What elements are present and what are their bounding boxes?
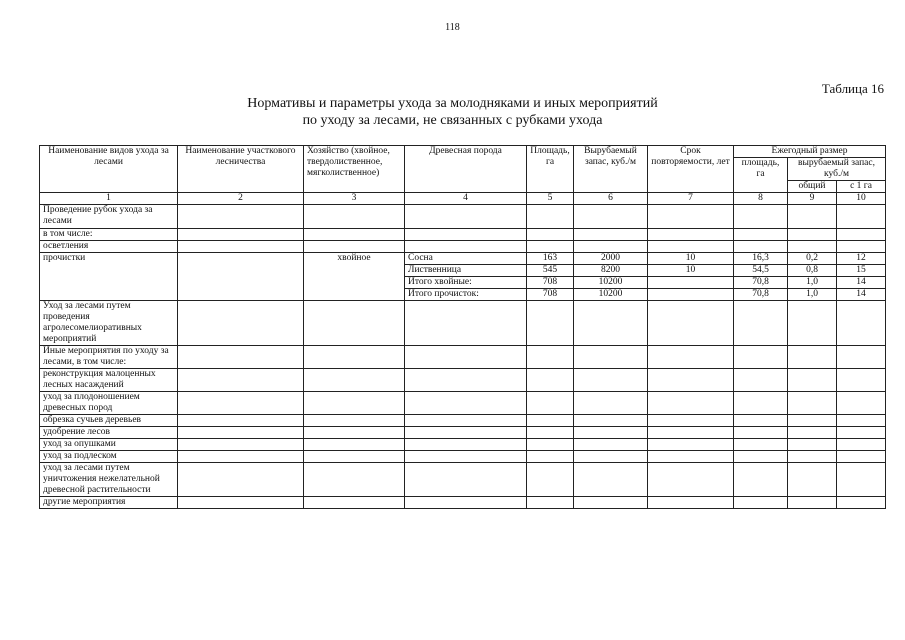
table-row	[40, 229, 886, 241]
header-annual-area: площадь, га	[734, 158, 788, 193]
table-row	[40, 301, 886, 346]
period-cell: 10	[648, 253, 734, 265]
table-row	[40, 497, 886, 509]
stock-cell: 8200	[574, 265, 648, 277]
column-number: 10	[837, 193, 886, 205]
table-row	[40, 392, 886, 415]
table-label: Таблица 16	[821, 81, 884, 96]
per-ha-cell: 14	[837, 289, 886, 301]
column-number: 5	[527, 193, 574, 205]
table-row	[40, 415, 886, 427]
period-cell	[648, 289, 734, 301]
column-number: 2	[178, 193, 304, 205]
per-ha-cell: 15	[837, 265, 886, 277]
row-label: в том числе:	[40, 229, 178, 241]
header-row	[40, 146, 886, 158]
annual-area-cell: 70,8	[734, 277, 788, 289]
header-forestry: Наименование участкового лесничества	[178, 146, 304, 193]
column-number: 3	[304, 193, 405, 205]
column-number: 7	[648, 193, 734, 205]
row-label: другие мероприятия	[40, 497, 178, 509]
column-number: 6	[574, 193, 648, 205]
annual-area-cell: 16,3	[734, 253, 788, 265]
farm-cell: хвойное	[304, 253, 405, 301]
species-cell: Итого прочисток:	[405, 289, 527, 301]
header-volume-per-ha: с 1 га	[837, 181, 886, 193]
row-label: уход за подлеском	[40, 451, 178, 463]
row-label: уход за опушками	[40, 439, 178, 451]
header-volume-total: общий	[788, 181, 837, 193]
table-row	[40, 463, 886, 497]
column-number: 9	[788, 193, 837, 205]
row-label: уход за плодоношением древесных пород	[40, 392, 178, 415]
per-ha-cell: 14	[837, 277, 886, 289]
header-farm: Хозяйство (хвойное, твердолиственное, мягколиственное)	[304, 146, 405, 193]
header-area: Площадь, га	[527, 146, 574, 193]
row-label: осветления	[40, 241, 178, 253]
row-label: уход за лесами путем уничтожения нежелательной древесной растительности	[40, 463, 178, 497]
table-row	[40, 439, 886, 451]
area-cell: 163	[527, 253, 574, 265]
table-row	[40, 205, 886, 229]
row-label: Уход за лесами путем проведения агролесомелиоративных мероприятий	[40, 301, 178, 346]
species-cell: Сосна	[405, 253, 527, 265]
norms-table	[39, 145, 886, 509]
total-cell: 0,8	[788, 265, 837, 277]
row-label: Проведение рубок ухода за лесами	[40, 205, 178, 229]
row-label: реконструкция малоценных лесных насаждений	[40, 369, 178, 392]
table-row	[40, 427, 886, 439]
table-row	[40, 369, 886, 392]
total-cell: 1,0	[788, 289, 837, 301]
header-period: Срок повторяемости, лет	[648, 146, 734, 193]
header-annual-volume: вырубаемый запас, куб./м	[788, 158, 886, 181]
stock-cell: 2000	[574, 253, 648, 265]
column-number: 4	[405, 193, 527, 205]
page-number: 118	[445, 22, 460, 33]
area-cell: 708	[527, 277, 574, 289]
area-cell: 708	[527, 289, 574, 301]
species-cell: Лиственница	[405, 265, 527, 277]
row-label: прочистки	[40, 253, 178, 301]
table-row	[40, 346, 886, 369]
stock-cell: 10200	[574, 277, 648, 289]
row-label: удобрение лесов	[40, 427, 178, 439]
period-cell	[648, 277, 734, 289]
row-label: Иные мероприятия по уходу за лесами, в том числе:	[40, 346, 178, 369]
species-cell: Итого хвойные:	[405, 277, 527, 289]
title-line-1: Нормативы и параметры ухода за молодняками и иных мероприятий	[247, 96, 658, 111]
header-work-type: Наименование видов ухода за лесами	[40, 146, 178, 193]
column-number: 1	[40, 193, 178, 205]
table-row	[40, 451, 886, 463]
column-numbers-row	[40, 193, 886, 205]
area-cell: 545	[527, 265, 574, 277]
header-annual: Ежегодный размер	[734, 146, 886, 158]
row-label: обрезка сучьев деревьев	[40, 415, 178, 427]
total-cell: 0,2	[788, 253, 837, 265]
table-row	[40, 241, 886, 253]
header-stock: Вырубаемый запас, куб./м	[574, 146, 648, 193]
period-cell: 10	[648, 265, 734, 277]
stock-cell: 10200	[574, 289, 648, 301]
document-title	[0, 95, 905, 129]
annual-area-cell: 70,8	[734, 289, 788, 301]
table-row	[40, 253, 886, 265]
title-line-2: по уходу за лесами, не связанных с рубками ухода	[302, 113, 603, 128]
column-number: 8	[734, 193, 788, 205]
total-cell: 1,0	[788, 277, 837, 289]
header-species: Древесная порода	[405, 146, 527, 193]
per-ha-cell: 12	[837, 253, 886, 265]
annual-area-cell: 54,5	[734, 265, 788, 277]
